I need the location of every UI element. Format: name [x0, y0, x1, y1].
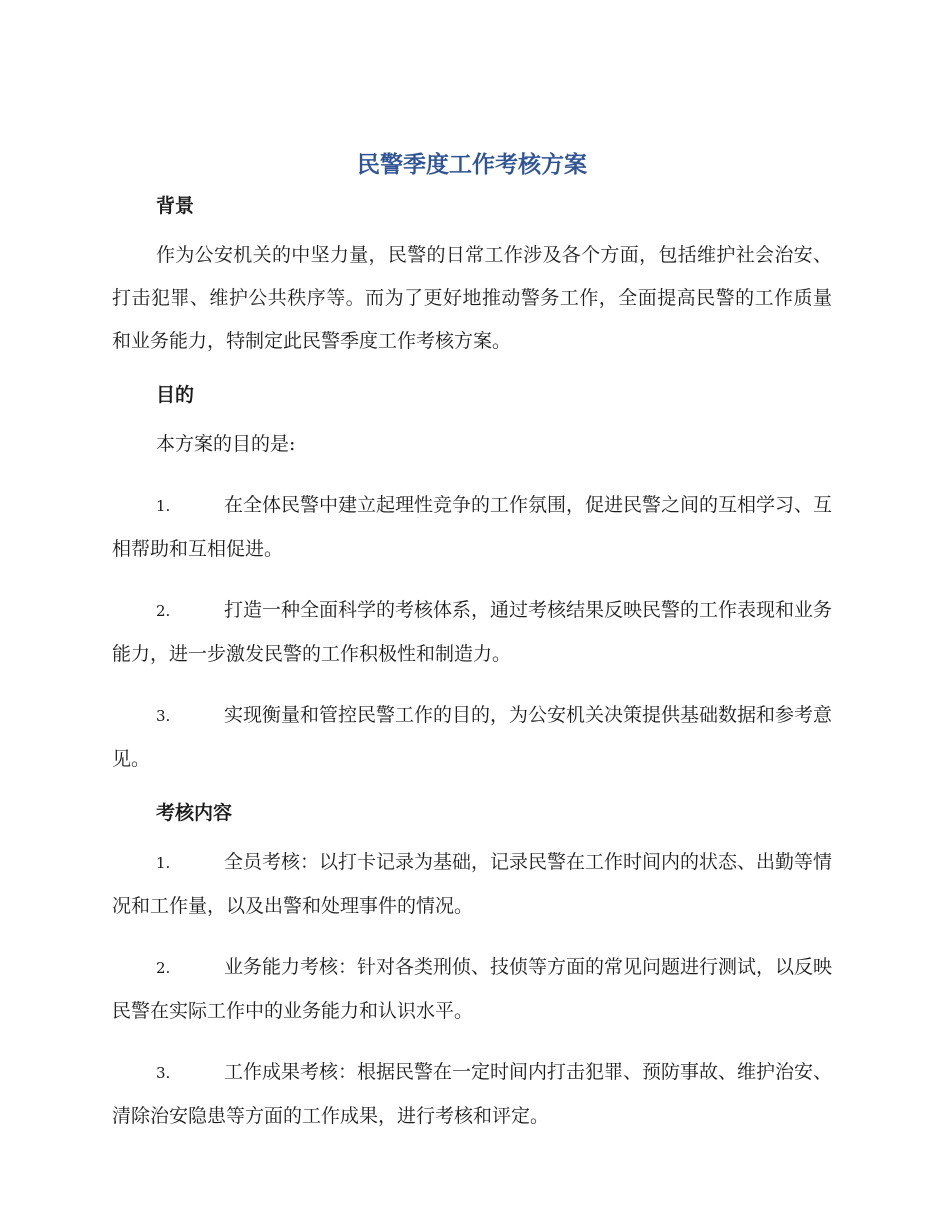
item-text: 业务能力考核：针对各类刑侦、技侦等方面的常见问题进行测试，以反映民警在实际工作中的业务能力和认识水平。 [112, 956, 833, 1022]
content-item [112, 946, 832, 1033]
item-text: 打造一种全面科学的考核体系，通过考核结果反映民警的工作表现和业务能力，进一步激发民警的工作积极性和制造力。 [112, 599, 833, 665]
item-number: 2. [156, 959, 171, 977]
section-heading-purpose: 目的 [156, 384, 195, 406]
purpose-intro: 本方案的目的是: [156, 433, 296, 455]
item-text: 实现衡量和管控民警工作的目的，为公安机关决策提供基础数据和参考意见。 [112, 704, 833, 770]
section-heading-content: 考核内容 [156, 802, 233, 824]
item-text: 全员考核：以打卡记录为基础，记录民警在工作时间内的状态、出勤等情况和工作量，以及出警和处理事件的情况。 [112, 851, 833, 917]
section-heading-background: 背景 [156, 195, 195, 217]
purpose-item [112, 694, 832, 781]
item-number: 2. [156, 602, 171, 620]
item-number: 3. [156, 1064, 171, 1082]
background-paragraph: 作为公安机关的中坚力量，民警的日常工作涉及各个方面，包括维护社会治安、打击犯罪、维护公共秩序等。而为了更好地推动警务工作，全面提高民警的工作质量和业务能力，特制定此民警季度工作考核方案。 [112, 244, 832, 352]
item-number: 1. [156, 854, 171, 872]
item-number: 3. [156, 707, 171, 725]
purpose-item [112, 484, 832, 571]
item-number: 1. [156, 497, 171, 515]
item-text: 在全体民警中建立起理性竞争的工作氛围，促进民警之间的互相学习、互相帮助和互相促进。 [112, 494, 833, 560]
content-item [112, 841, 832, 928]
content-item [112, 1051, 832, 1138]
purpose-item [112, 589, 832, 676]
document-title: 民警季度工作考核方案 [357, 152, 587, 178]
item-text: 工作成果考核：根据民警在一定时间内打击犯罪、预防事故、维护治安、清除治安隐患等方面的工作成果，进行考核和评定。 [112, 1061, 833, 1127]
